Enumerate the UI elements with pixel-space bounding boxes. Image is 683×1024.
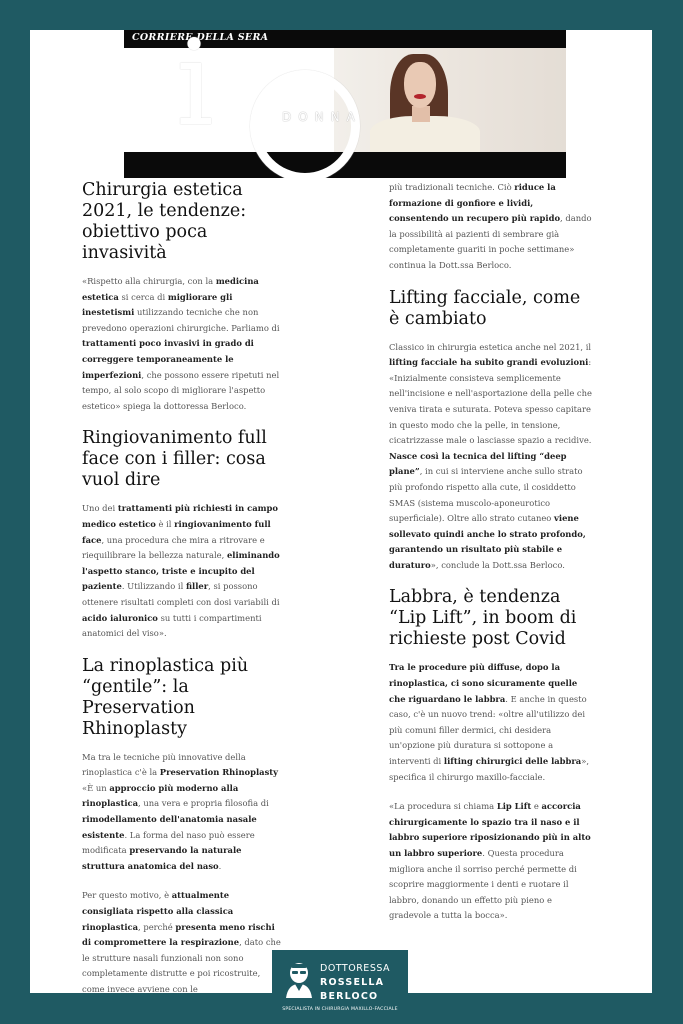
paragraph-tendenze [82, 274, 282, 414]
text-segment: rimodellamento dell'anatomia nasale esistente [82, 814, 257, 840]
text-segment: Tra le procedure più diffuse, dopo la rinoplastica, ci sono sicuramente quelle che riguardano le labbra [389, 662, 578, 704]
section-rinoplastica [82, 656, 282, 993]
section-tendenze [82, 180, 282, 414]
text-segment: presenta meno rischi di compromettere la respirazione [82, 921, 275, 948]
text-segment: lifting facciale ha subito grandi evoluzioni [389, 357, 589, 368]
text-segment: , perché [138, 921, 176, 932]
text-segment: «È un [82, 782, 110, 793]
text-segment: utilizzando tecniche che non prevedono operazioni chirurgiche. Parliamo di [82, 307, 280, 333]
text-segment: Uno dei [82, 503, 118, 514]
heading-tendenze: Chirurgia estetica 2021, le tendenze: obiettivo poca invasività [82, 180, 247, 263]
text-segment: », specifica il chirurgo maxillo-facciale. [389, 756, 590, 782]
badge-specialty: SPECIALISTA IN CHIRURGIA MAXILLO-FACCIALE [282, 1007, 398, 1012]
paragraph-rinoplastica-1 [82, 750, 282, 875]
text-segment: trattamenti poco invasivi in grado di correggere temporaneamente le imperfezioni [82, 338, 254, 380]
paragraph-lifting [389, 340, 593, 574]
text-segment: medicina estetica [82, 276, 259, 302]
text-segment: «La procedura si chiama [389, 801, 497, 812]
paragraph-lip-lift-2 [389, 799, 593, 924]
doctor-badge [272, 950, 408, 1024]
text-segment: «Rispetto alla chirurgia, con la [82, 276, 216, 286]
text-segment: , che possono essere ripetuti nel tempo, al solo scopo di migliorare l'aspetto estetico» spiega la dottoressa Berloco. [82, 369, 280, 411]
text-segment: accorcia chirurgicamente lo spazio tra il naso e il labbro superiore riposizionando più in alto un labbro superiore [389, 801, 591, 858]
io-logo-i: i [176, 30, 214, 152]
text-segment: : «Inizialmente consisteva semplicemente nell'incisione e nell'asportazione della pelle che veniva tirata e suturata. Poteva spesso capitare in questo modo che la pelle, in tensione, cicatrizzasse male o lasciasse spazio a recidive. [389, 357, 592, 446]
text-segment: migliorare gli inestetismi [82, 291, 233, 318]
badge-first-name: ROSSELLA [320, 977, 385, 988]
text-segment: Lip Lift [496, 801, 532, 812]
left-column [82, 180, 282, 993]
section-lip-lift [389, 587, 593, 924]
text-segment: su tutti i compartimenti anatomici del viso». [82, 612, 262, 639]
text-segment: . Utilizzando il [121, 581, 186, 592]
text-segment: , una vera e propria filosofia di [138, 798, 269, 809]
heading-lip-lift: Labbra, è tendenza “Lip Lift”, in boom di richieste post Covid [389, 587, 577, 650]
text-segment: preservando la naturale struttura anatomica del naso [82, 845, 242, 871]
text-segment: viene sollevato quindi anche lo strato profondo, garantendo un risultato più stabile e duraturo [389, 513, 586, 570]
section-lifting [389, 288, 593, 574]
section-full-face [82, 428, 282, 641]
text-segment: , dato che le strutture nasali funzionali non sono completamente distrutte e poi ricostruite, come invece avviene con le [82, 937, 281, 993]
text-segment: eliminando l'aspetto stanco, triste e incupito del paziente [82, 550, 280, 592]
text-segment: e [531, 801, 542, 812]
text-segment: riduce la formazione di gonfiore e lividi, consentendo un recupero più rapido [389, 182, 561, 224]
paragraph-full-face [82, 501, 282, 641]
text-segment: ringiovanimento full face [82, 518, 271, 545]
text-segment: si cerca di [118, 291, 168, 302]
corriere-brand: CORRIERE DELLA SERA [132, 32, 269, 43]
heading-full-face: Ringiovanimento full face con i filler: cosa vuol dire [82, 428, 267, 491]
article-page [30, 30, 652, 993]
text-segment: , si possono ottenere risultati completi con dosi variabili di [82, 581, 280, 607]
text-segment: attualmente consigliata rispetto alla classica rinoplastica [82, 890, 234, 932]
text-segment: . [218, 860, 222, 871]
text-segment: filler [185, 581, 209, 592]
text-segment: Nasce così la tecnica del lifting “deep plane” [389, 450, 567, 477]
model-photo [334, 48, 566, 152]
text-segment: , dando la possibilità ai pazienti di sembrare già completamente guariti in poche settimane» continua la Dott.ssa Berloco. [389, 213, 592, 270]
text-segment: Classico in chirurgia estetica anche nel 2021, il [389, 341, 592, 352]
text-segment: , una procedura che mira a ritrovare e riequilibrare la bellezza naturale, [82, 534, 265, 561]
text-segment: . La forma del naso può essere modificata [82, 829, 255, 856]
text-segment: lifting chirurgici delle labbra [443, 756, 582, 767]
paragraph-rinoplastica-2 [82, 888, 282, 993]
text-segment: », conclude la Dott.ssa Berloco. [430, 559, 565, 570]
text-segment: Per questo motivo, è [82, 890, 172, 901]
right-column [389, 180, 593, 938]
text-segment: è il [155, 518, 175, 529]
heading-rinoplastica: La rinoplastica più “gentile”: la Preservation Rhinoplasty [82, 655, 249, 739]
badge-title: DOTTORESSA [320, 963, 391, 974]
text-segment: , in cui si interviene anche sullo strato più profondo rispetto alla cute, il cosiddetto SMAS (sistema muscolo-aponeurotico superficiale). Oltre allo strato cutaneo [389, 466, 583, 524]
heading-lifting: Lifting facciale, come è cambiato [389, 287, 581, 329]
paragraph-continuation [389, 180, 593, 274]
text-segment: trattamenti più richiesti in campo medico estetico [82, 503, 278, 529]
text-segment: approccio più moderno alla rinoplastica [82, 782, 239, 809]
io-logo-o [250, 70, 360, 178]
text-segment: Preservation Rhinoplasty [159, 767, 279, 778]
paragraph-lip-lift-1 [389, 660, 593, 785]
donna-logo-text: DONNA [282, 110, 362, 124]
magazine-banner [124, 30, 566, 178]
text-segment: acido ialuronico [82, 612, 158, 623]
badge-last-name: BERLOCO [320, 991, 379, 1002]
text-segment: . E anche in questo caso, c'è un nuovo trend: «oltre all'utilizzo dei più comuni filler dermici, chi desidera un'opzione più duratura si sottopone a interventi di [389, 693, 587, 767]
doctor-portrait-icon [282, 960, 316, 998]
text-segment: . Questa procedura migliora anche il sorriso perché permette di scoprire maggiormente i denti e ruotare il labbro, donando un effetto più pieno e gradevole a tutta la bocca». [389, 848, 577, 921]
text-segment: Ma tra le tecniche più innovative della rinoplastica c'è la [82, 751, 246, 778]
text-segment: più tradizionali tecniche. Ciò [389, 182, 515, 192]
